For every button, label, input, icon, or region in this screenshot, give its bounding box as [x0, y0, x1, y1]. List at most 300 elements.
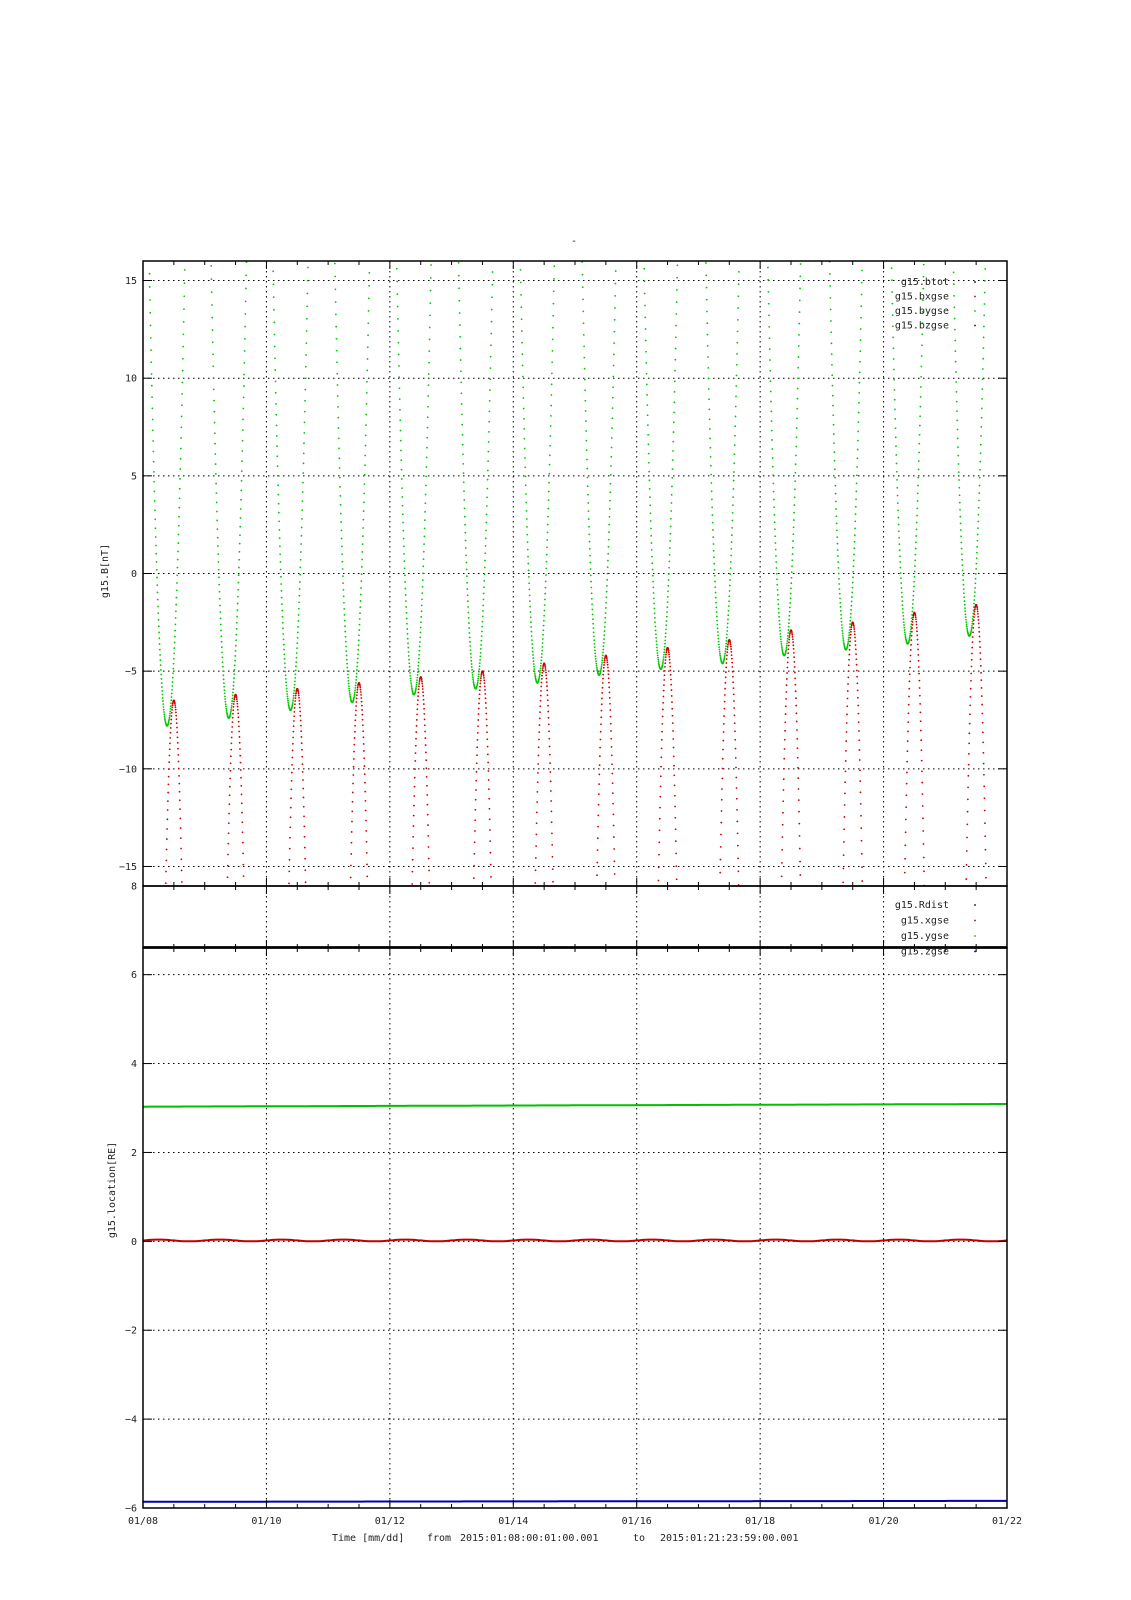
bygse-point — [768, 326, 770, 328]
bygse-point — [171, 693, 173, 695]
bxgse-point — [542, 669, 544, 671]
bxgse-point — [412, 859, 414, 861]
bygse-point — [776, 573, 778, 575]
bygse-point — [777, 603, 779, 605]
bygse-point — [549, 454, 551, 456]
bxgse-point — [726, 655, 728, 657]
bxgse-point — [922, 805, 924, 807]
bygse-point — [831, 364, 833, 366]
bygse-point — [148, 246, 150, 248]
legend-layer — [895, 277, 976, 958]
bxgse-point — [657, 893, 659, 895]
bxgse-point — [303, 815, 305, 817]
bygse-point — [794, 472, 796, 474]
bygse-point — [594, 649, 596, 651]
bygse-point — [244, 350, 246, 352]
bxgse-point — [799, 861, 801, 863]
bygse-point — [778, 616, 780, 618]
bygse-point — [902, 615, 904, 617]
bxgse-point — [723, 731, 725, 733]
bxgse-point — [237, 712, 239, 714]
bygse-point — [224, 695, 226, 697]
bxgse-point — [673, 765, 675, 767]
bygse-point — [646, 373, 648, 375]
bygse-point — [527, 563, 529, 565]
bygse-point — [459, 324, 461, 326]
bygse-point — [983, 314, 985, 316]
bygse-point — [729, 579, 731, 581]
bxgse-point — [487, 762, 489, 764]
bygse-point — [955, 371, 957, 373]
bxgse-point — [362, 719, 364, 721]
bygse-point — [468, 612, 470, 614]
bygse-point — [716, 616, 718, 618]
bxgse-point — [982, 742, 984, 744]
bygse-point — [971, 629, 973, 631]
bygse-point — [469, 641, 471, 643]
bxgse-point — [540, 686, 542, 688]
bygse-point — [895, 436, 897, 438]
bxgse-point — [845, 740, 847, 742]
bygse-point — [833, 433, 835, 435]
bygse-point — [674, 359, 676, 361]
bygse-point — [800, 251, 802, 253]
bygse-point — [466, 575, 468, 577]
bygse-point — [283, 649, 285, 651]
bygse-point — [279, 553, 281, 555]
bygse-point — [838, 583, 840, 585]
bygse-point — [169, 710, 171, 712]
bygse-point — [524, 438, 526, 440]
bxgse-point — [300, 720, 302, 722]
bygse-point — [173, 663, 175, 665]
bxgse-point — [921, 749, 923, 751]
bygse-point — [154, 509, 156, 511]
bxgse-point — [661, 723, 663, 725]
bxgse-point — [904, 844, 906, 846]
bygse-point — [860, 317, 862, 319]
bygse-point — [965, 619, 967, 621]
bxgse-point — [292, 743, 294, 745]
bxgse-point — [178, 775, 180, 777]
bygse-point — [302, 500, 304, 502]
bxgse-point — [488, 798, 490, 800]
bygse-point — [896, 463, 898, 465]
bygse-point — [358, 629, 360, 631]
bygse-point — [913, 586, 915, 588]
bxgse-point — [851, 626, 853, 628]
bxgse-point — [238, 731, 240, 733]
bygse-point — [160, 664, 162, 666]
bygse-point — [789, 615, 791, 617]
bygse-point — [285, 685, 287, 687]
bxgse-point — [354, 731, 356, 733]
bxgse-point — [177, 754, 179, 756]
bygse-point — [469, 645, 471, 647]
bygse-point — [540, 665, 542, 667]
bygse-point — [212, 329, 214, 331]
bygse-point — [841, 624, 843, 626]
bxgse-point — [984, 797, 986, 799]
bygse-point — [460, 359, 462, 361]
bygse-point — [673, 411, 675, 413]
bygse-point — [735, 385, 737, 387]
bygse-point — [860, 305, 862, 307]
bygse-point — [611, 427, 613, 429]
bxgse-point — [916, 624, 918, 626]
bygse-point — [615, 283, 617, 285]
bygse-point — [240, 490, 242, 492]
bxgse-point — [671, 708, 673, 710]
bygse-point — [966, 627, 968, 629]
bygse-point — [767, 242, 769, 244]
bxgse-point — [979, 636, 981, 638]
bxgse-point — [413, 815, 415, 817]
bygse-point — [369, 246, 371, 248]
bxgse-point — [236, 697, 238, 699]
bygse-point — [785, 650, 787, 652]
bxgse-point — [601, 703, 603, 705]
bxgse-point — [735, 767, 737, 769]
bygse-point — [522, 397, 524, 399]
bygse-point — [614, 319, 616, 321]
bxgse-point — [982, 752, 984, 754]
bygse-point — [417, 671, 419, 673]
bxgse-point — [428, 882, 430, 884]
bygse-point — [427, 406, 429, 408]
bygse-point — [916, 528, 918, 530]
bygse-point — [294, 677, 296, 679]
bxgse-point — [730, 651, 732, 653]
bygse-point — [724, 650, 726, 652]
bxgse-point — [668, 654, 670, 656]
bygse-point — [975, 578, 977, 580]
bygse-point — [339, 477, 341, 479]
bygse-point — [609, 500, 611, 502]
bygse-point — [830, 320, 832, 322]
bxgse-point — [413, 805, 415, 807]
bygse-point — [891, 267, 893, 269]
bxgse-point — [289, 837, 291, 839]
bygse-point — [528, 576, 530, 578]
bygse-point — [174, 636, 176, 638]
bxgse-point — [784, 739, 786, 741]
bygse-point — [671, 494, 673, 496]
bygse-point — [182, 370, 184, 372]
bygse-point — [287, 702, 289, 704]
bygse-point — [596, 665, 598, 667]
bygse-point — [298, 608, 300, 610]
bygse-point — [725, 643, 727, 645]
bxgse-point — [608, 686, 610, 688]
bygse-point — [538, 677, 540, 679]
bxgse-point — [781, 875, 783, 877]
bygse-point — [662, 663, 664, 665]
bygse-point — [675, 325, 677, 327]
bygse-point — [294, 687, 296, 689]
bygse-point — [183, 308, 185, 310]
bxgse-point — [984, 835, 986, 837]
bygse-point — [241, 460, 243, 462]
bygse-point — [778, 620, 780, 622]
bygse-point — [489, 411, 491, 413]
bxgse-point — [479, 686, 481, 688]
bygse-point — [891, 291, 893, 293]
bygse-point — [235, 645, 237, 647]
bygse-point — [836, 529, 838, 531]
bxgse-point — [364, 791, 366, 793]
bxgse-point — [845, 760, 847, 762]
bygse-point — [552, 327, 554, 329]
bygse-point — [416, 679, 418, 681]
bxgse-point — [917, 639, 919, 641]
bxgse-point — [487, 753, 489, 755]
bxgse-point — [474, 819, 476, 821]
bygse-point — [671, 486, 673, 488]
bygse-point — [354, 693, 356, 695]
bxgse-point — [549, 746, 551, 748]
bxgse-point — [413, 825, 415, 827]
bygse-point — [278, 520, 280, 522]
bxgse-point — [547, 694, 549, 696]
bxgse-point — [228, 822, 230, 824]
bygse-point — [710, 465, 712, 467]
bygse-point — [485, 537, 487, 539]
bygse-point — [920, 396, 922, 398]
bygse-point — [778, 612, 780, 614]
bxgse-point — [236, 700, 238, 702]
bygse-point — [216, 502, 218, 504]
bxgse-point — [664, 666, 666, 668]
bygse-point — [158, 631, 160, 633]
bygse-point — [670, 518, 672, 520]
bygse-point — [904, 631, 906, 633]
bxgse-point — [291, 764, 293, 766]
bygse-point — [428, 362, 430, 364]
bxgse-point — [176, 731, 178, 733]
bxgse-point — [478, 713, 480, 715]
bygse-point — [586, 468, 588, 470]
bxgse-point — [842, 868, 844, 870]
bygse-point — [424, 519, 426, 521]
bygse-point — [367, 334, 369, 336]
time-caption — [332, 1533, 798, 1544]
bxgse-point — [797, 767, 799, 769]
bygse-point — [422, 579, 424, 581]
bygse-point — [588, 533, 590, 535]
bxgse-point — [232, 717, 234, 719]
bxgse-point — [793, 648, 795, 650]
bygse-point — [156, 561, 158, 563]
bygse-point — [532, 647, 534, 649]
bygse-point — [954, 350, 956, 352]
bygse-point — [670, 525, 672, 527]
bygse-point — [489, 378, 491, 380]
bygse-point — [238, 559, 240, 561]
bygse-point — [480, 648, 482, 650]
bygse-point — [603, 634, 605, 636]
bygse-point — [484, 552, 486, 554]
bxgse-point — [417, 699, 419, 701]
bygse-point — [520, 282, 522, 284]
bygse-point — [400, 430, 402, 432]
bygse-point — [790, 593, 792, 595]
bygse-point — [915, 548, 917, 550]
bygse-point — [833, 442, 835, 444]
bygse-point — [361, 551, 363, 553]
bxgse-point — [980, 679, 982, 681]
bxgse-point — [784, 721, 786, 723]
bygse-point — [219, 605, 221, 607]
bygse-point — [300, 543, 302, 545]
bygse-point — [161, 690, 163, 692]
bygse-point — [419, 650, 421, 652]
bygse-point — [492, 258, 494, 260]
bygse-point — [150, 337, 152, 339]
bxgse-point — [730, 644, 732, 646]
bxgse-point — [798, 799, 800, 801]
bygse-point — [399, 409, 401, 411]
bxgse-point — [356, 697, 358, 699]
bxgse-point — [798, 823, 800, 825]
bxgse-point — [675, 828, 677, 830]
bxgse-point — [798, 788, 800, 790]
bygse-point — [154, 518, 156, 520]
bygse-point — [526, 526, 528, 528]
bxgse-point — [238, 725, 240, 727]
bygse-point — [399, 398, 401, 400]
bygse-point — [295, 673, 297, 675]
bxgse-point — [603, 662, 605, 664]
bygse-point — [861, 282, 863, 284]
bxgse-point — [609, 709, 611, 711]
bxgse-point — [427, 814, 429, 816]
bygse-point — [272, 270, 274, 272]
bxgse-point — [908, 696, 910, 698]
bxgse-point — [602, 687, 604, 689]
bygse-point — [300, 559, 302, 561]
bxgse-point — [796, 712, 798, 714]
bygse-point — [605, 612, 607, 614]
bxgse-point — [165, 894, 167, 896]
bygse-point — [480, 652, 482, 654]
bygse-point — [360, 600, 362, 602]
bygse-point — [712, 536, 714, 538]
bygse-point — [292, 699, 294, 701]
bygse-point — [403, 538, 405, 540]
bxgse-point — [541, 682, 543, 684]
bxgse-point — [417, 695, 419, 697]
bxgse-point — [918, 680, 920, 682]
bygse-point — [213, 411, 215, 413]
bygse-point — [854, 534, 856, 536]
bxgse-point — [673, 747, 675, 749]
bygse-point — [285, 681, 287, 683]
bygse-point — [847, 644, 849, 646]
bygse-point — [159, 654, 161, 656]
bygse-point — [483, 599, 485, 601]
bygse-point — [730, 555, 732, 557]
bygse-point — [611, 447, 613, 449]
bygse-point — [533, 666, 535, 668]
bxgse-point — [659, 807, 661, 809]
bygse-point — [158, 619, 160, 621]
bygse-point — [719, 655, 721, 657]
bygse-point — [654, 621, 656, 623]
series-layer — [143, 242, 1007, 1502]
bxgse-point — [783, 789, 785, 791]
bygse-point — [491, 321, 493, 323]
bygse-point — [674, 391, 676, 393]
bygse-point — [712, 514, 714, 516]
bxgse-point — [175, 709, 177, 711]
bxgse-point — [291, 772, 293, 774]
bygse-point — [298, 614, 300, 616]
bygse-point — [544, 593, 546, 595]
bxgse-point — [850, 634, 852, 636]
bxgse-point — [613, 836, 615, 838]
bxgse-point — [598, 774, 600, 776]
bygse-point — [239, 526, 241, 528]
bxgse-point — [474, 830, 476, 832]
bygse-point — [726, 637, 728, 639]
bygse-point — [970, 630, 972, 632]
bxgse-point — [603, 667, 605, 669]
bygse-point — [898, 543, 900, 545]
bygse-point — [368, 310, 370, 312]
bygse-point — [400, 459, 402, 461]
bygse-point — [610, 465, 612, 467]
bxgse-point — [292, 737, 294, 739]
bxgse-point — [239, 742, 241, 744]
bxgse-point — [366, 864, 368, 866]
bxgse-point — [669, 666, 671, 668]
bygse-point — [979, 469, 981, 471]
bygse-point — [399, 387, 401, 389]
bygse-point — [464, 532, 466, 534]
bxgse-point — [798, 811, 800, 813]
bxgse-point — [289, 826, 291, 828]
bxgse-point — [915, 615, 917, 617]
bygse-point — [606, 585, 608, 587]
bygse-point — [239, 551, 241, 553]
bygse-point — [347, 674, 349, 676]
bxgse-point — [668, 656, 670, 658]
bygse-point — [842, 637, 844, 639]
bygse-point — [856, 483, 858, 485]
bygse-point — [162, 697, 164, 699]
bygse-point — [708, 398, 710, 400]
bygse-point — [899, 549, 901, 551]
bygse-point — [589, 548, 591, 550]
bygse-point — [409, 669, 411, 671]
bygse-point — [213, 377, 215, 379]
bygse-point — [427, 416, 429, 418]
bygse-point — [272, 244, 274, 246]
bygse-point — [984, 292, 986, 294]
bygse-point — [542, 642, 544, 644]
bxgse-point — [231, 742, 233, 744]
bxgse-point — [489, 818, 491, 820]
bygse-point — [304, 389, 306, 391]
bxgse-point — [411, 883, 413, 885]
bygse-point — [958, 463, 960, 465]
bxgse-point — [600, 723, 602, 725]
bygse-point — [900, 572, 902, 574]
legend-entry-sample — [974, 281, 976, 283]
bygse-point — [718, 646, 720, 648]
bygse-point — [292, 703, 294, 705]
